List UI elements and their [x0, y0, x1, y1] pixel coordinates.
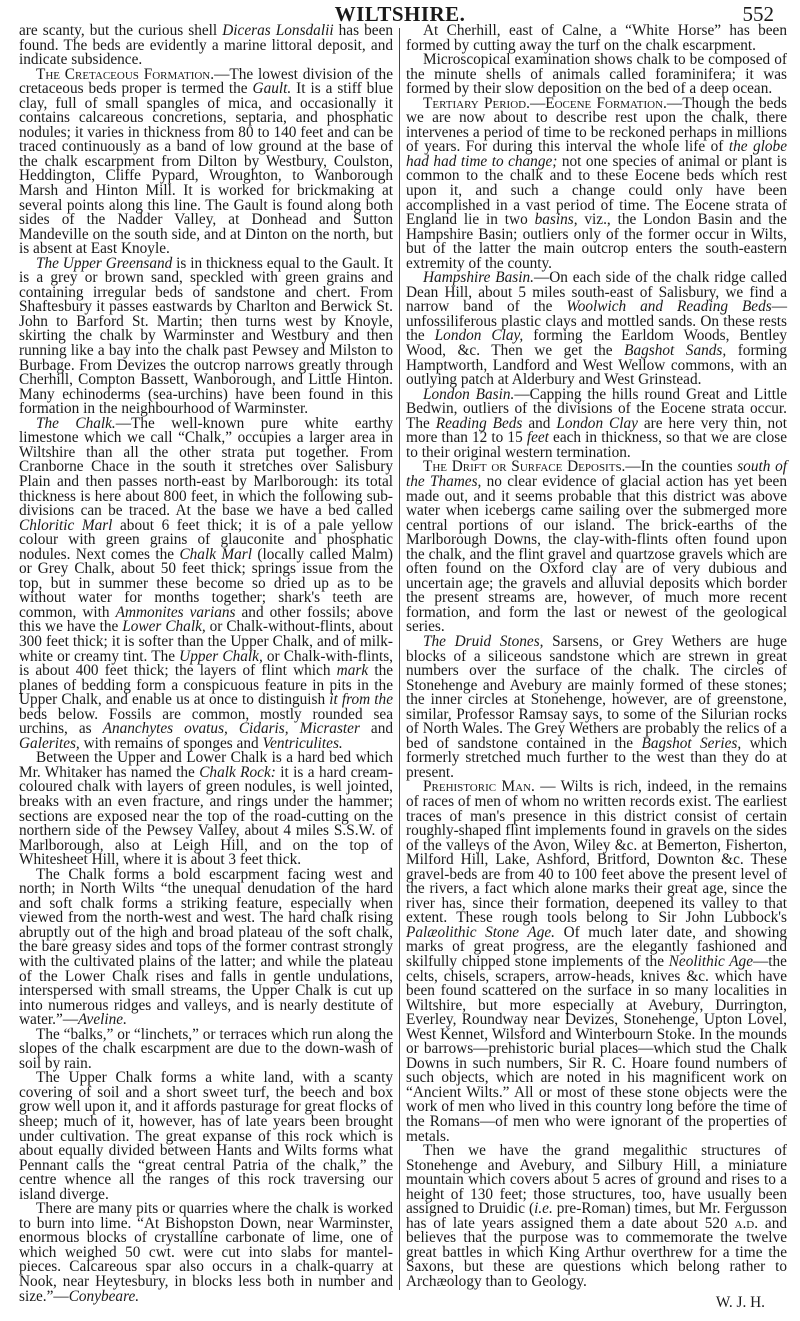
- paragraph: [406, 1144, 787, 1289]
- page-header: [0, 0, 800, 26]
- text-run: forming the Earldom Woods, Bentley Wood, &c. Then we get the: [406, 327, 787, 360]
- text-run: is in thickness equal to the Gault. It is a grey or brown sand, speckled with green grains and containing irregular beds of sandstone and chert. From Shaftesbury it passes eastwards by Charlton and Berwick St. John to Barford St. Martin; then turns west by Knoyle, skirting the chalk by Warminster and Westbury and then running like a bay into the chalk past Pewsey and Milston to Burbage. From Devizes the outcrop narrows greatly through Cherhill, Compton Bassett, Wanborough, and Little Hinton. Many echinoderms (sea-urchins) have been found in this formation in the neighbourhood of Warminster.: [19, 254, 393, 418]
- paragraph: [19, 1025, 393, 1072]
- text-run: beds below. Fossils are common, mostly rounded sea urchins, as: [19, 705, 393, 738]
- text-run: are here very thin, not more than 12 to 15: [406, 414, 787, 447]
- left-column: [19, 24, 393, 1304]
- text-run: —the celts, chisels, scrapers, arrow-heads, knives &c. which have been found scattered on the surface in so many localities in Wiltshire, but more especially at Avebury, Durrington, Everley, Roundway near Devizes, Stonehenge, Upton Lovel, West Kennet, Wilsford and Winterbourn Stoke. In the mounds or barrows—prehistoric burial places—which stud the Chalk Downs in such numbers, Sir R. C. Hoare found numbers of such objects, which are noted in his magnificent work on “Ancient Wilts.” All or most of these stone objects were the work of men who lived in this country long before the time of the Romans—of men who were ignorant of the properties of metals.: [406, 953, 787, 1145]
- paragraph: [406, 780, 787, 1144]
- section-heading: The Drift or Surface Deposits.: [423, 458, 626, 476]
- italic-text: Neolithic Age: [668, 953, 753, 970]
- italic-text: i.e.: [534, 1200, 553, 1218]
- text-run: The Upper Chalk forms a white land, with a scanty covering of soil and a short sweet turf, the beech and box grow well upon it, and it affords pasturage for great flocks of sheep; much of it, however, has of late years been brought under cultivation. The great expanse of this rock which is about equally divided between Hants and Wilts forms what Pennant calls the “great central Patria of the chalk,” the centre whence all the ranges of this rock traversing our island diverge.: [19, 1069, 393, 1203]
- text-run: —unfossiliferous plastic clays and mottled sands. On these rests the: [406, 298, 787, 345]
- paragraph: [19, 24, 393, 68]
- text-run: —In the counties: [625, 458, 738, 476]
- paragraph: [19, 1071, 393, 1202]
- italic-text: Bagshot Sands,: [624, 342, 727, 360]
- text-run: There are many pits or quarries where the chalk is worked to burn into lime. “At Bishopston Down, near Warminster, enormous blocks of crystalline carbonate of lime, one of which weighed 50 cwt. were cut into slabs for mantel-pieces. Calcareous spar also occurs in a chalk-quarry at Nook, near Heytesbury, in blocks less both in number and size.”—: [19, 1200, 393, 1305]
- section-heading: Prehistoric Man.: [423, 778, 535, 796]
- paragraph: [406, 53, 787, 97]
- text-run: or Chalk-without-flints, about 300 feet thick; it is softer than the Upper Chalk, and of milk-white or creamy tint. The: [19, 618, 393, 665]
- text-run: no clear evidence of glacial action has yet been made out, and it seems probable that this district was above water when icebergs came sailing over the submerged more central portions of our island. The brick-earths of the Marlborough Downs, the clay-with-flints often found upon the chalk, and the flint gravel and quartzose gravels which are often found on the Oxford clay are of very dubious and uncertain age; the gravels and alluvial deposits which border the present streams are, however, of much more recent formation, and form the last or newest of the geological series.: [406, 472, 787, 636]
- text-run: which formerly stretched much further to the west than they do at present.: [406, 734, 787, 781]
- italic-text: Ventriculites.: [262, 734, 343, 752]
- paragraph: [19, 865, 393, 1029]
- section-heading: The Cretaceous Formation.: [36, 65, 215, 83]
- italic-text: Chloritic Marl: [19, 516, 113, 534]
- text-run: At Cherhill, east of Calne, a “White Horse” has been formed by cutting away the turf on the chalk escarpment.: [406, 22, 787, 54]
- text-run: pre-Roman) times, but Mr. Fergusson has of late years assigned them a date about 520: [406, 1200, 787, 1232]
- text-run: The “balks,” or “linchets,” or terraces which run along the slopes of the chalk escarpment are due to the down-wash of soil by rain.: [19, 1025, 393, 1072]
- text-run: not one species of animal or plant is common to the chalk and to these Eocene beds which rest upon it, and such a change could only have been accomplished in a vast period of time. The Eocene strata of England lie in two: [406, 152, 787, 229]
- text-run: —The lowest division of the cretaceous beds proper is termed the: [19, 65, 393, 98]
- italic-text: The Chalk.: [36, 414, 116, 432]
- italic-text: Upper Chalk,: [179, 647, 263, 665]
- paragraph: [19, 65, 393, 258]
- text-run: each in thickness, so that we are close to their original western termination.: [406, 429, 787, 461]
- italic-text: Diceras Lonsdalii: [222, 22, 334, 39]
- italic-text: The Druid Stones,: [423, 632, 544, 650]
- text-run: has been found. The beds are evidently a marine littoral deposit, and indicate subsidence.: [19, 22, 394, 69]
- paragraph: [19, 1202, 393, 1304]
- section-heading: a.d.: [734, 1214, 759, 1232]
- paragraph: [406, 24, 787, 53]
- text-run: Microscopical examination shows chalk to be composed of the minute shells of animals called foraminifera; it was formed by their slow deposition on the bed of a deep ocean.: [406, 51, 787, 98]
- paragraph: [406, 271, 787, 387]
- italic-text: The Upper Greensand: [36, 254, 173, 272]
- text-run: the planes of bedding form a conspicuous feature in pits in the Upper Chalk, and enable us at once to distinguish: [19, 662, 394, 709]
- italic-text: Chalk Marl: [179, 545, 252, 563]
- italic-text: Bagshot Series,: [641, 734, 742, 752]
- text-run: or Chalk-with-flints, is about 400 feet thick; the layers of flint which: [19, 647, 393, 680]
- italic-text: feet: [526, 429, 549, 447]
- text-run: it is a hard cream-coloured chalk with layers of green nodules, is well jointed, breaks with an even fracture, and rings under the hammer; sections are exposed near the top of the road-cutting on the northern side of the Pewsey Valley, about 4 miles S.S.W. of Marlborough, also at Leigh Hill, and on the top of Whitesheet Hill, where it is about 3 feet thick.: [19, 763, 394, 869]
- text-run: viz., the London Basin and the Hampshire Basin; outliers only of the former occur in Wilts, but of the latter the main outcrop enters the south-eastern extremity of the county.: [406, 211, 787, 272]
- paragraph: [19, 751, 393, 867]
- text-run: It is a stiff blue clay, full of small spangles of mica, and occasionally it contains calcareous concretions, septaria, and phosphatic nodules; it varies in thickness from 80 to 140 feet and can be traced continuously as a band of low ground at the base of the chalk escarpment from Dilton by Westbury, Coulston, Heddington, Cliffe Pypard, Wroughton, to Wanborough Marsh and Hinton Mill. It is worked for brickmaking at several points along this line. The Gault is found along both sides of the Nadder Valley, at Donhead and Sutton Mandeville on the south side, and at Dinton on the north, but is absent at East Knoyle.: [19, 80, 393, 258]
- paragraph: [406, 460, 787, 635]
- italic-text: London Clay: [556, 414, 638, 432]
- right-column: [406, 24, 787, 1310]
- text-run: —The well-known pure white earthy limestone which we call “Chalk,” occupies a larger area in Wiltshire than all the other strata put together. From Cranborne Chace in the south it stretches over Salisbury Plain and then passes north-east by Marlborough: its total thickness is here about 800 feet, in which the following sub-divisions can be traced. At the base we have a bed called: [19, 414, 393, 520]
- italic-text: Chalk Rock:: [199, 763, 276, 781]
- section-heading: Tertiary Period.: [423, 94, 530, 112]
- italic-text: Aveline.: [78, 1011, 127, 1029]
- italic-text: London Basin.: [423, 385, 515, 403]
- italic-text: Woolwich and Reading Beds: [566, 298, 772, 316]
- italic-text: Hampshire Basin.: [423, 269, 534, 287]
- page-title: WILTSHIRE.: [334, 2, 466, 26]
- italic-text: basins,: [534, 211, 578, 229]
- text-run: forming Hamptworth, Landford and West Wellow commons, with an outlying patch at Alderbury and West Grinstead.: [406, 342, 787, 389]
- text-run: (locally called Malm) or Grey Chalk, about 50 feet thick; springs issue from the top, but in summer these become so dried up as to be without water for months together; shark's teeth are common, with: [19, 545, 394, 621]
- italic-text: Ananchytes ovatus, Cidaris, Micraster: [102, 720, 360, 738]
- paragraph: [19, 414, 394, 752]
- text-run: are scanty, but the curious shell: [19, 22, 223, 39]
- italic-text: Gault.: [252, 80, 292, 98]
- text-run: and: [522, 414, 557, 432]
- text-run: Then we have the grand megalithic structures of Stonehenge and Avebury, and Silbury Hill, a miniature mountain which covers about 5 acres of ground and rises to a height of 130 feet; those structures, too, have usually been assigned to Druidic (: [406, 1142, 787, 1218]
- italic-text: mark: [336, 662, 369, 680]
- text-run: — Wilts is rich, indeed, in the remains of races of men of whom no written records exist. The earliest traces of man's presence in this district consist of certain roughly-shaped flint implements found in gravels on the sides of the valleys of the Avon, Wiley &c. at Bemerton, Fisherton, Milford Hill, Lake, Ashford, Britford, Downton &c. These gravel-beds are from 40 to 100 feet above the present level of the rivers, a fact which alone marks their great age, since the river has, since their formation, deepened its valley to that extent. These rough tools belong to Sir John Lubbock's: [406, 778, 787, 927]
- text-run: —Capping the hills round Great and Little Bedwin, outliers of the divisions of the Eocene strata occur. The: [406, 385, 787, 432]
- text-run: Of much later date, and showing marks of great progress, are the elegantly fashioned and skilfully chipped stone implements of the: [406, 923, 787, 970]
- paragraph: [406, 94, 787, 272]
- author-signature: W. J. H.: [715, 1293, 765, 1311]
- italic-text: Reading Beds: [435, 414, 523, 432]
- italic-text: London Clay,: [434, 327, 524, 345]
- italic-text: Conybeare.: [68, 1287, 140, 1305]
- italic-text: Ammonites varians: [115, 603, 236, 621]
- page-number: 552: [742, 2, 774, 26]
- text-run: —On each side of the chalk ridge called Dean Hill, about 5 miles south-east of Salisbury, we find a narrow band of the: [406, 269, 787, 316]
- column-divider: [399, 28, 400, 1290]
- text-run: —: [529, 94, 546, 112]
- italic-text: Galerites,: [19, 734, 80, 752]
- text-run: about 6 feet thick; it is of a pale yellow colour with green grains of glauconite and phosphatic nodules. Next comes the: [19, 516, 393, 563]
- text-run: —Though the beds we are now about to describe rest upon the chalk, there intervenes a period of time to be reckoned perhaps in millions of years. For during this interval the whole life of: [406, 94, 787, 156]
- italic-text: Palæolithic Stone Age.: [406, 923, 555, 941]
- italic-text: south of the Thames,: [406, 458, 787, 490]
- text-run: and: [359, 720, 393, 738]
- paragraph: [406, 385, 787, 461]
- italic-text: Lower Chalk,: [122, 618, 206, 636]
- paragraph: [406, 632, 788, 781]
- italic-text: the globe had had time to change;: [406, 138, 787, 170]
- section-heading: Eocene Formation.: [545, 94, 667, 112]
- text-run: The Chalk forms a bold escarpment facing west and north; in North Wilts “the unequal denudation of the hard and soft chalk forms a striking feature, especially when viewed from the north-west and west. The hard chalk rising abruptly out of the high and broad plateau of the soft chalk, the bare greasy sides and tops of the former contrast strongly with the cultivated plains of the latter; and while the plateau of the Lower Chalk rises and falls in gentle undulations, interspersed with small streams, the Upper Chalk is cut up into numerous ridges and valleys, and is nearly destitute of water.”—: [19, 865, 393, 1029]
- text-run: Sarsens, or Grey Wethers are huge blocks of a siliceous sandstone which are strewn in great numbers over the surface of the chalk. The circles of Stonehenge and Avebury are mainly formed of these stones; the inner circles at Stonehenge, however, are of greenstone, similar, Professor Ramsay says, to some of the Silurian rocks of North Wales. The Grey Wethers are probably the relics of a bed of sandstone contained in the: [406, 632, 788, 752]
- text-run: Between the Upper and Lower Chalk is a hard bed which Mr. Whitaker has named the: [19, 749, 393, 781]
- italic-text: it from the: [329, 691, 393, 709]
- text-run: and other fossils; above this we have the: [19, 603, 393, 636]
- text-run: and believes that the purpose was to commemorate the twelve great battles in which King Arthur overthrew for a time the Saxons, but these are questions which belong rather to Archæology than to Geology.: [406, 1214, 787, 1291]
- paragraph: [19, 254, 393, 418]
- text-run: with remains of sponges and: [79, 734, 263, 752]
